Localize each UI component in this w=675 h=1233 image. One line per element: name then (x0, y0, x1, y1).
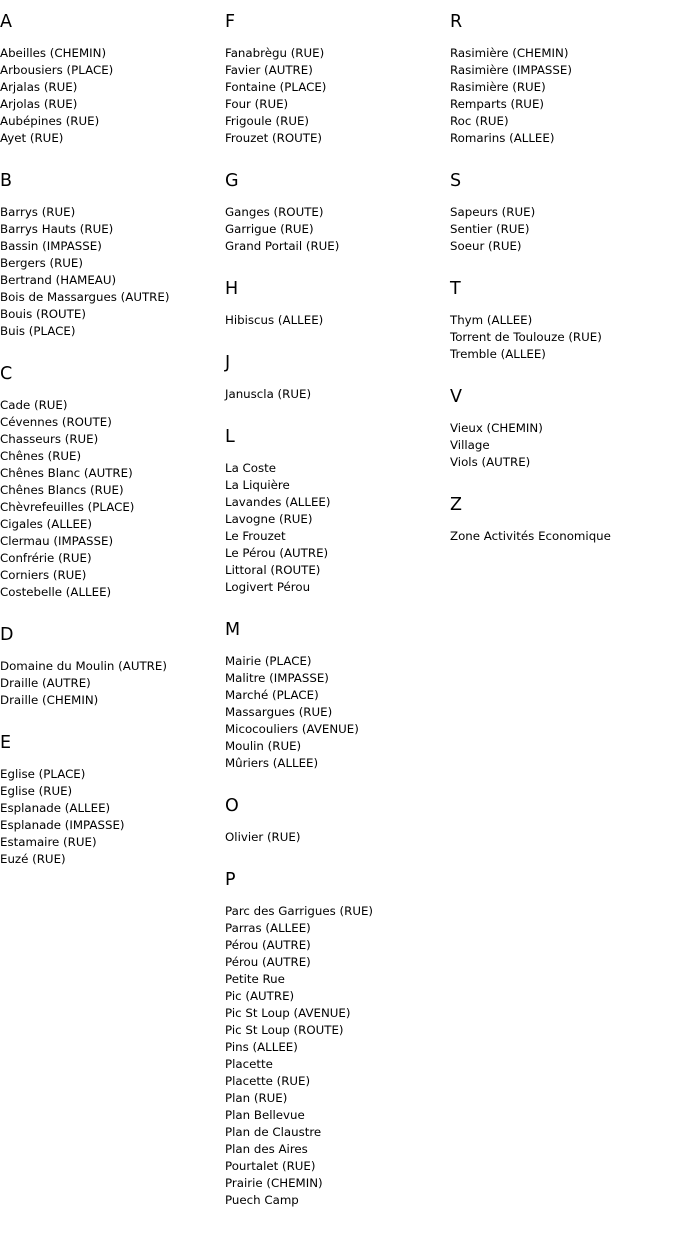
street-list-item (225, 204, 450, 221)
street-list-item (0, 96, 225, 113)
street-list (0, 658, 225, 709)
street-link[interactable]: Mairie (PLACE) (225, 654, 312, 668)
street-link[interactable]: Draille (CHEMIN) (0, 693, 99, 707)
street-index-column-1 (0, 0, 225, 892)
street-index-column-3 (450, 0, 675, 569)
street-link[interactable]: Marché (PLACE) (225, 688, 319, 702)
street-link[interactable]: Placette (225, 1057, 273, 1071)
street-link[interactable]: Tremble (ALLEE) (450, 347, 546, 361)
street-link[interactable]: Abeilles (CHEMIN) (0, 46, 107, 60)
street-link[interactable]: Barrys (RUE) (0, 205, 76, 219)
street-list (450, 204, 675, 255)
street-link[interactable]: La Coste (225, 461, 277, 475)
street-list-item (225, 113, 450, 130)
street-link[interactable]: Pourtalet (RUE) (225, 1159, 316, 1173)
street-list-item (225, 755, 450, 772)
street-list-item (225, 562, 450, 579)
street-list-item (450, 454, 675, 471)
street-list (225, 460, 450, 596)
street-list-item (0, 204, 225, 221)
street-link[interactable]: Pins (ALLEE) (225, 1040, 298, 1054)
letter-section (0, 364, 225, 601)
street-list-item (0, 658, 225, 675)
street-list (0, 204, 225, 340)
street-link[interactable]: Placette (RUE) (225, 1074, 311, 1088)
letter-section (0, 625, 225, 709)
street-link[interactable]: Pic (AUTRE) (225, 989, 295, 1003)
street-list-item (0, 255, 225, 272)
street-list-item (225, 1056, 450, 1073)
street-list-item (225, 579, 450, 596)
street-link[interactable]: Chênes Blanc (AUTRE) (0, 466, 133, 480)
street-link[interactable]: Rasimière (IMPASSE) (450, 63, 572, 77)
street-link[interactable]: Cigales (ALLEE) (0, 517, 92, 531)
street-list-item (225, 1192, 450, 1209)
street-link[interactable]: Prairie (CHEMIN) (225, 1176, 323, 1190)
street-link[interactable]: Clermau (IMPASSE) (0, 534, 114, 548)
section-letter-heading: C (0, 364, 13, 384)
street-list-item (225, 1090, 450, 1107)
section-letter-heading: P (225, 870, 236, 890)
letter-section (0, 733, 225, 868)
street-link[interactable]: Remparts (RUE) (450, 97, 544, 111)
street-list-item (225, 721, 450, 738)
street-link[interactable]: Plan des Aires (225, 1142, 308, 1156)
section-letter-heading: O (225, 796, 239, 816)
street-list-item (225, 62, 450, 79)
street-link[interactable]: Costebelle (ALLEE) (0, 585, 112, 599)
section-letter-heading: S (450, 171, 462, 191)
street-list (450, 420, 675, 471)
street-list-item (0, 482, 225, 499)
street-link[interactable]: Domaine du Moulin (AUTRE) (0, 659, 167, 673)
street-list-item (0, 550, 225, 567)
street-list-item (225, 1107, 450, 1124)
section-letter-heading: A (0, 12, 12, 32)
street-link[interactable]: Grand Portail (RUE) (225, 239, 340, 253)
street-link[interactable]: Soeur (RUE) (450, 239, 522, 253)
street-link[interactable]: Puech Camp (225, 1193, 299, 1207)
street-link[interactable]: Viols (AUTRE) (450, 455, 531, 469)
street-link[interactable]: Malitre (IMPASSE) (225, 671, 329, 685)
street-list-item (450, 113, 675, 130)
street-link[interactable]: Lavandes (ALLEE) (225, 495, 331, 509)
street-list-item (225, 1022, 450, 1039)
street-list-item (225, 653, 450, 670)
street-link[interactable]: Confrérie (RUE) (0, 551, 92, 565)
street-list-item (225, 1005, 450, 1022)
street-link[interactable]: Le Frouzet (225, 529, 286, 543)
section-letter-heading: B (0, 171, 13, 191)
street-list-item (225, 1141, 450, 1158)
letter-section (450, 387, 675, 471)
street-link[interactable]: Zone Activités Economique (450, 529, 611, 543)
street-link[interactable]: Pérou (AUTRE) (225, 938, 311, 952)
street-link[interactable]: Mûriers (ALLEE) (225, 756, 319, 770)
street-list-item (225, 738, 450, 755)
street-list-item (450, 62, 675, 79)
street-list-item (225, 937, 450, 954)
street-list-item (0, 499, 225, 516)
street-link[interactable]: Garrigue (RUE) (225, 222, 314, 236)
street-list-item (225, 988, 450, 1005)
letter-section (225, 620, 450, 772)
street-link[interactable]: Rasimière (RUE) (450, 80, 546, 94)
street-list-item (225, 954, 450, 971)
street-link[interactable]: Village (450, 438, 490, 452)
street-list-item (0, 766, 225, 783)
street-link[interactable]: Parc des Garrigues (RUE) (225, 904, 374, 918)
letter-section (225, 353, 450, 403)
street-list-item (225, 920, 450, 937)
street-link[interactable]: Romarins (ALLEE) (450, 131, 555, 145)
street-index-column-2 (225, 0, 450, 1233)
street-list-item (0, 584, 225, 601)
section-letter-heading: L (225, 427, 235, 447)
street-link[interactable]: Moulin (RUE) (225, 739, 302, 753)
street-list-item (225, 528, 450, 545)
street-list-item (0, 272, 225, 289)
street-link[interactable]: Frigoule (RUE) (225, 114, 310, 128)
street-link[interactable]: Estamaire (RUE) (0, 835, 97, 849)
street-list (450, 312, 675, 363)
letter-section (225, 279, 450, 329)
street-list-item (225, 386, 450, 403)
street-link[interactable]: Sentier (RUE) (450, 222, 530, 236)
street-list-item (0, 306, 225, 323)
section-letter-heading: E (0, 733, 12, 753)
street-link[interactable]: Favier (AUTRE) (225, 63, 313, 77)
street-link[interactable]: Bois de Massargues (AUTRE) (0, 290, 170, 304)
street-link[interactable]: Massargues (RUE) (225, 705, 333, 719)
section-letter-heading: F (225, 12, 236, 32)
street-link[interactable]: Parras (ALLEE) (225, 921, 311, 935)
street-list-item (450, 238, 675, 255)
street-list-item (0, 692, 225, 709)
street-link[interactable]: Chèvrefeuilles (PLACE) (0, 500, 135, 514)
street-list-item (225, 511, 450, 528)
street-list-item (0, 397, 225, 414)
street-link[interactable]: Esplanade (ALLEE) (0, 801, 111, 815)
street-list (0, 766, 225, 868)
street-link[interactable]: Buis (PLACE) (0, 324, 76, 338)
street-link[interactable]: Bergers (RUE) (0, 256, 83, 270)
letter-section (450, 171, 675, 255)
street-list (0, 397, 225, 601)
street-link[interactable]: Rasimière (CHEMIN) (450, 46, 569, 60)
street-link[interactable]: Eglise (RUE) (0, 784, 73, 798)
street-link[interactable]: Esplanade (IMPASSE) (0, 818, 125, 832)
street-list-item (225, 1073, 450, 1090)
street-list-item (0, 62, 225, 79)
street-list-item (225, 1158, 450, 1175)
street-list-item (225, 670, 450, 687)
section-letter-heading: T (450, 279, 461, 299)
street-list-item (0, 113, 225, 130)
street-list-item (0, 834, 225, 851)
street-link[interactable]: Chênes Blancs (RUE) (0, 483, 124, 497)
street-link[interactable]: Arjolas (RUE) (0, 97, 78, 111)
street-list-item (225, 477, 450, 494)
street-link[interactable]: Plan de Claustre (225, 1125, 322, 1139)
street-link[interactable]: Bertrand (HAMEAU) (0, 273, 117, 287)
street-link[interactable]: Cade (RUE) (0, 398, 68, 412)
street-link[interactable]: Corniers (RUE) (0, 568, 87, 582)
street-link[interactable]: Aubépines (RUE) (0, 114, 100, 128)
street-list-item (0, 289, 225, 306)
street-list-item (225, 1124, 450, 1141)
street-link[interactable]: Littoral (ROUTE) (225, 563, 321, 577)
street-list-item (225, 829, 450, 846)
street-list-item (225, 971, 450, 988)
street-list (450, 45, 675, 147)
street-link[interactable]: Bouis (ROUTE) (0, 307, 86, 321)
street-link[interactable]: Logivert Pérou (225, 580, 311, 594)
street-list (225, 903, 450, 1209)
street-link[interactable]: Frouzet (ROUTE) (225, 131, 323, 145)
street-list (225, 829, 450, 846)
section-letter-heading: V (450, 387, 462, 407)
street-list-item (450, 312, 675, 329)
street-link[interactable]: Micocouliers (AVENUE) (225, 722, 359, 736)
street-link[interactable]: Hibiscus (ALLEE) (225, 313, 324, 327)
street-link[interactable]: Four (RUE) (225, 97, 289, 111)
street-list-item (450, 528, 675, 545)
street-list-item (450, 346, 675, 363)
street-list-item (225, 460, 450, 477)
street-link[interactable]: Ayet (RUE) (0, 131, 64, 145)
street-list-item (0, 567, 225, 584)
letter-section (450, 495, 675, 545)
street-list-item (0, 221, 225, 238)
street-link[interactable]: Olivier (RUE) (225, 830, 301, 844)
street-list-item (225, 545, 450, 562)
street-list (0, 45, 225, 147)
street-list-item (225, 96, 450, 113)
street-list (225, 204, 450, 255)
street-link[interactable]: Vieux (CHEMIN) (450, 421, 543, 435)
street-link[interactable]: Torrent de Toulouze (RUE) (450, 330, 602, 344)
street-link[interactable]: Arbousiers (PLACE) (0, 63, 114, 77)
street-list (225, 312, 450, 329)
street-list-item (0, 238, 225, 255)
street-list-item (450, 221, 675, 238)
street-list-item (450, 79, 675, 96)
street-link[interactable]: Cévennes (ROUTE) (0, 415, 112, 429)
street-list (225, 386, 450, 403)
street-list-item (450, 437, 675, 454)
street-list-item (225, 130, 450, 147)
street-list-item (225, 1175, 450, 1192)
street-list-item (0, 448, 225, 465)
street-list (225, 45, 450, 147)
street-link[interactable]: Plan Bellevue (225, 1108, 305, 1122)
street-link[interactable]: Sapeurs (RUE) (450, 205, 536, 219)
street-list-item (450, 130, 675, 147)
street-link[interactable]: Chênes (RUE) (0, 449, 82, 463)
street-list-item (225, 1039, 450, 1056)
street-link[interactable]: Plan (RUE) (225, 1091, 288, 1105)
street-link[interactable]: Lavogne (RUE) (225, 512, 313, 526)
street-list-item (0, 45, 225, 62)
street-list-item (450, 420, 675, 437)
street-list-item (225, 494, 450, 511)
street-list-item (0, 431, 225, 448)
letter-section (0, 171, 225, 340)
street-list-item (0, 783, 225, 800)
street-link[interactable]: Pic St Loup (ROUTE) (225, 1023, 344, 1037)
street-list-item (225, 79, 450, 96)
street-list-item (225, 903, 450, 920)
letter-section (0, 12, 225, 147)
street-list-item (0, 675, 225, 692)
street-link[interactable]: Eglise (PLACE) (0, 767, 86, 781)
street-list-item (0, 516, 225, 533)
letter-section (225, 870, 450, 1209)
street-list-item (450, 329, 675, 346)
street-list-item (225, 221, 450, 238)
street-list (225, 653, 450, 772)
street-link[interactable]: Draille (AUTRE) (0, 676, 91, 690)
street-list-item (450, 96, 675, 113)
letter-section (225, 427, 450, 596)
section-letter-heading: G (225, 171, 239, 191)
section-letter-heading: J (225, 353, 231, 373)
street-list-item (225, 238, 450, 255)
street-list-item (450, 45, 675, 62)
street-list-item (225, 45, 450, 62)
street-link[interactable]: Ganges (ROUTE) (225, 205, 324, 219)
section-letter-heading: R (450, 12, 463, 32)
street-list-item (225, 704, 450, 721)
street-link[interactable]: Fanabrègu (RUE) (225, 46, 325, 60)
street-link[interactable]: Pérou (AUTRE) (225, 955, 311, 969)
street-link[interactable]: Petite Rue (225, 972, 285, 986)
letter-section (450, 12, 675, 147)
street-link[interactable]: Le Pérou (AUTRE) (225, 546, 329, 560)
street-list-item (0, 533, 225, 550)
section-letter-heading: H (225, 279, 239, 299)
street-list (450, 528, 675, 545)
street-list-item (0, 323, 225, 340)
street-list-item (0, 851, 225, 868)
street-link[interactable]: Pic St Loup (AVENUE) (225, 1006, 351, 1020)
section-letter-heading: D (0, 625, 14, 645)
street-list-item (0, 130, 225, 147)
street-link[interactable]: Januscla (RUE) (225, 387, 312, 401)
street-list-item (0, 817, 225, 834)
street-link[interactable]: Euzé (RUE) (0, 852, 66, 866)
street-list-item (0, 79, 225, 96)
street-list-item (0, 414, 225, 431)
street-list-item (450, 204, 675, 221)
street-link[interactable]: Arjalas (RUE) (0, 80, 78, 94)
street-link[interactable]: Chasseurs (RUE) (0, 432, 99, 446)
street-link[interactable]: Bassin (IMPASSE) (0, 239, 102, 253)
letter-section (225, 171, 450, 255)
section-letter-heading: M (225, 620, 241, 640)
street-list-item (0, 800, 225, 817)
street-link[interactable]: Fontaine (PLACE) (225, 80, 327, 94)
street-list-item (225, 312, 450, 329)
street-link[interactable]: Roc (RUE) (450, 114, 509, 128)
street-link[interactable]: Thym (ALLEE) (450, 313, 533, 327)
street-link[interactable]: La Liquière (225, 478, 290, 492)
street-list-item (0, 465, 225, 482)
street-list-item (225, 687, 450, 704)
street-link[interactable]: Barrys Hauts (RUE) (0, 222, 114, 236)
letter-section (225, 796, 450, 846)
letter-section (225, 12, 450, 147)
section-letter-heading: Z (450, 495, 462, 515)
letter-section (450, 279, 675, 363)
